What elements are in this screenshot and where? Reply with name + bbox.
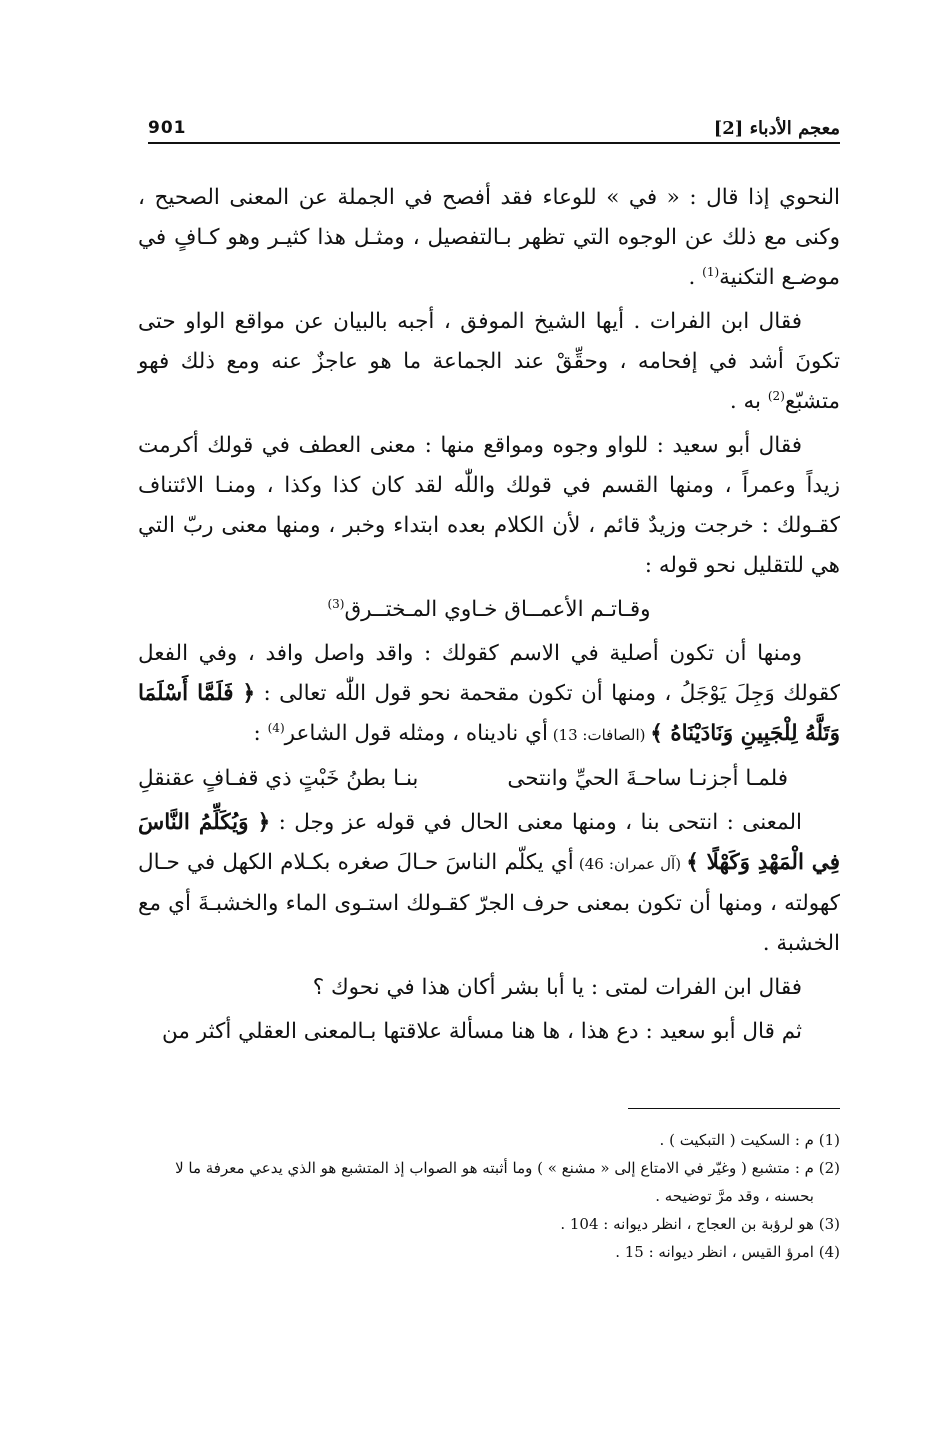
quran-quote-1: ﴿ فَلَمَّا أَسْلَمَا وَتَلَّهُ لِلْجَبِينِ وَنَادَيْنَاهُ ﴾ [138,681,840,746]
verse-1: وقـاتـم الأعمــاق خـاوي المـختــرق$^{(3)}$ [327,596,651,622]
verse-2-second-hemistich: بنـا بطنُ خَبْتٍ ذي قفـافٍ عقنقلِ [138,766,419,791]
paragraph-7: ثم قال أبو سعيد : دع هذا ، ها هنا مسألة علاقتها بـالمعنى العقلي أكثر من [162,1019,802,1044]
paragraph-6: فقال ابن الفرات لمتى : يا أبا بشر أكان هذا في نحوك ؟ [312,975,802,1000]
footnote-2: (2) م : متشبع ( وغيّر في الامتاع إلى « مشنع » ) وما أثبته هو الصواب إذ المتشبع هو الذي يدعي معرفة ما لا [175,1159,840,1177]
footnote-4: (4) امرؤ القيس ، انظر ديوانه : 15 . [615,1243,840,1261]
paragraph-1: النحوي إذا قال : « في » للوعاء فقد أفصح في الجملة عن المعنى الصحيح ، وكنى مع ذلك عن الوجوه التي تظهر بـالتفصيل ، ومثـل هذا كثيـر وهو كـافٍ في موضـع التكنية$^{(1)}$ . [138,185,840,290]
paragraph-3: فقال أبو سعيد : للواو وجوه ومواقع منها : معنى العطف في قولك أكرمت زيداً وعمراً ، ومنها القسم في قولك واللّٰه لقد كان كذا وكذا ، ومنـا الائتناف كقـولك : خرجت وزيدٌ قائم ، لأن الكلام بعده ابتداء وخبر ، ومنها معنى ربّ التي هي للتقليل نحو قوله : [138,433,840,578]
running-title: معجم الأدباء [2] [713,118,840,139]
paragraph-4: ومنها أن تكون أصلية في الاسم كقولك : واقد واصل وافد ، وفي الفعل كقولك وَجِلَ يَوْجَلُ ، ومنها أن تكون مقحمة نحو قول اللّٰه تعالى : ﴿ فَلَمَّا أَسْلَمَا وَتَلَّهُ لِلْجَبِينِ وَنَادَيْنَاهُ ﴾ (الصافات: 13) أي ناديناه ، ومثله قول الشاعر$^{(4)}$ : [138,641,840,746]
paragraph-5: المعنى : انتحى بنا ، ومنها معنى الحال في قوله عز وجل : ﴿ وَيُكَلِّمُ النَّاسَ فِي الْمَهْدِ وَكَهْلًا ﴾ (آل عمران: 46) أي يكلّم الناسَ حـالَ صغره بكـلام الكهل في حـال كهولته ، ومنها أن تكون بمعنى حرف الجرّ كقـولك استـوى الماء والخشبـةَ أي مع الخشبة . [138,810,840,956]
footnote-1: (1) م : السكيت ( التبكيت ) . [659,1131,840,1149]
quran-ref-1: (الصافات: 13) [547,726,651,744]
paragraph-2: فقال ابن الفرات . أيها الشيخ الموفق ، أجبه بالبيان عن مواقع الواو حتى تكونَ أشد في إفحامه ، وحقِّقْ عند الجماعة ما هو عاجزٌ عنه ومع ذلك فهو متشبّع$^{(2)}$ به . [138,309,840,414]
footnote-separator [628,1108,840,1109]
verse-2 [138,759,840,799]
footnote-2-continued: بحسنه ، وقد مرَّ توضيحه . [655,1187,814,1205]
footnote-ref-4: (4) [267,720,285,735]
verse-2-first-hemistich: فلمـا أجزنـا ساحـةَ الحيِّ وانتحى [507,766,788,791]
page-number: 901 [148,118,187,138]
footnote-ref-3: (3) [327,596,345,611]
footnote-3: (3) هو لرؤبة بن العجاج ، انظر ديوانه : 104 . [560,1215,840,1233]
quran-quote-2: ﴿ وَيُكَلِّمُ النَّاسَ فِي الْمَهْدِ وَكَهْلًا ﴾ [138,810,840,875]
quran-ref-2: (آل عمران: 46) [573,855,687,873]
footnote-ref-2: (2) [767,388,785,403]
main-text [138,178,840,1056]
running-header [148,112,840,144]
footnotes [138,1126,840,1266]
footnote-ref-1: (1) [702,264,720,279]
